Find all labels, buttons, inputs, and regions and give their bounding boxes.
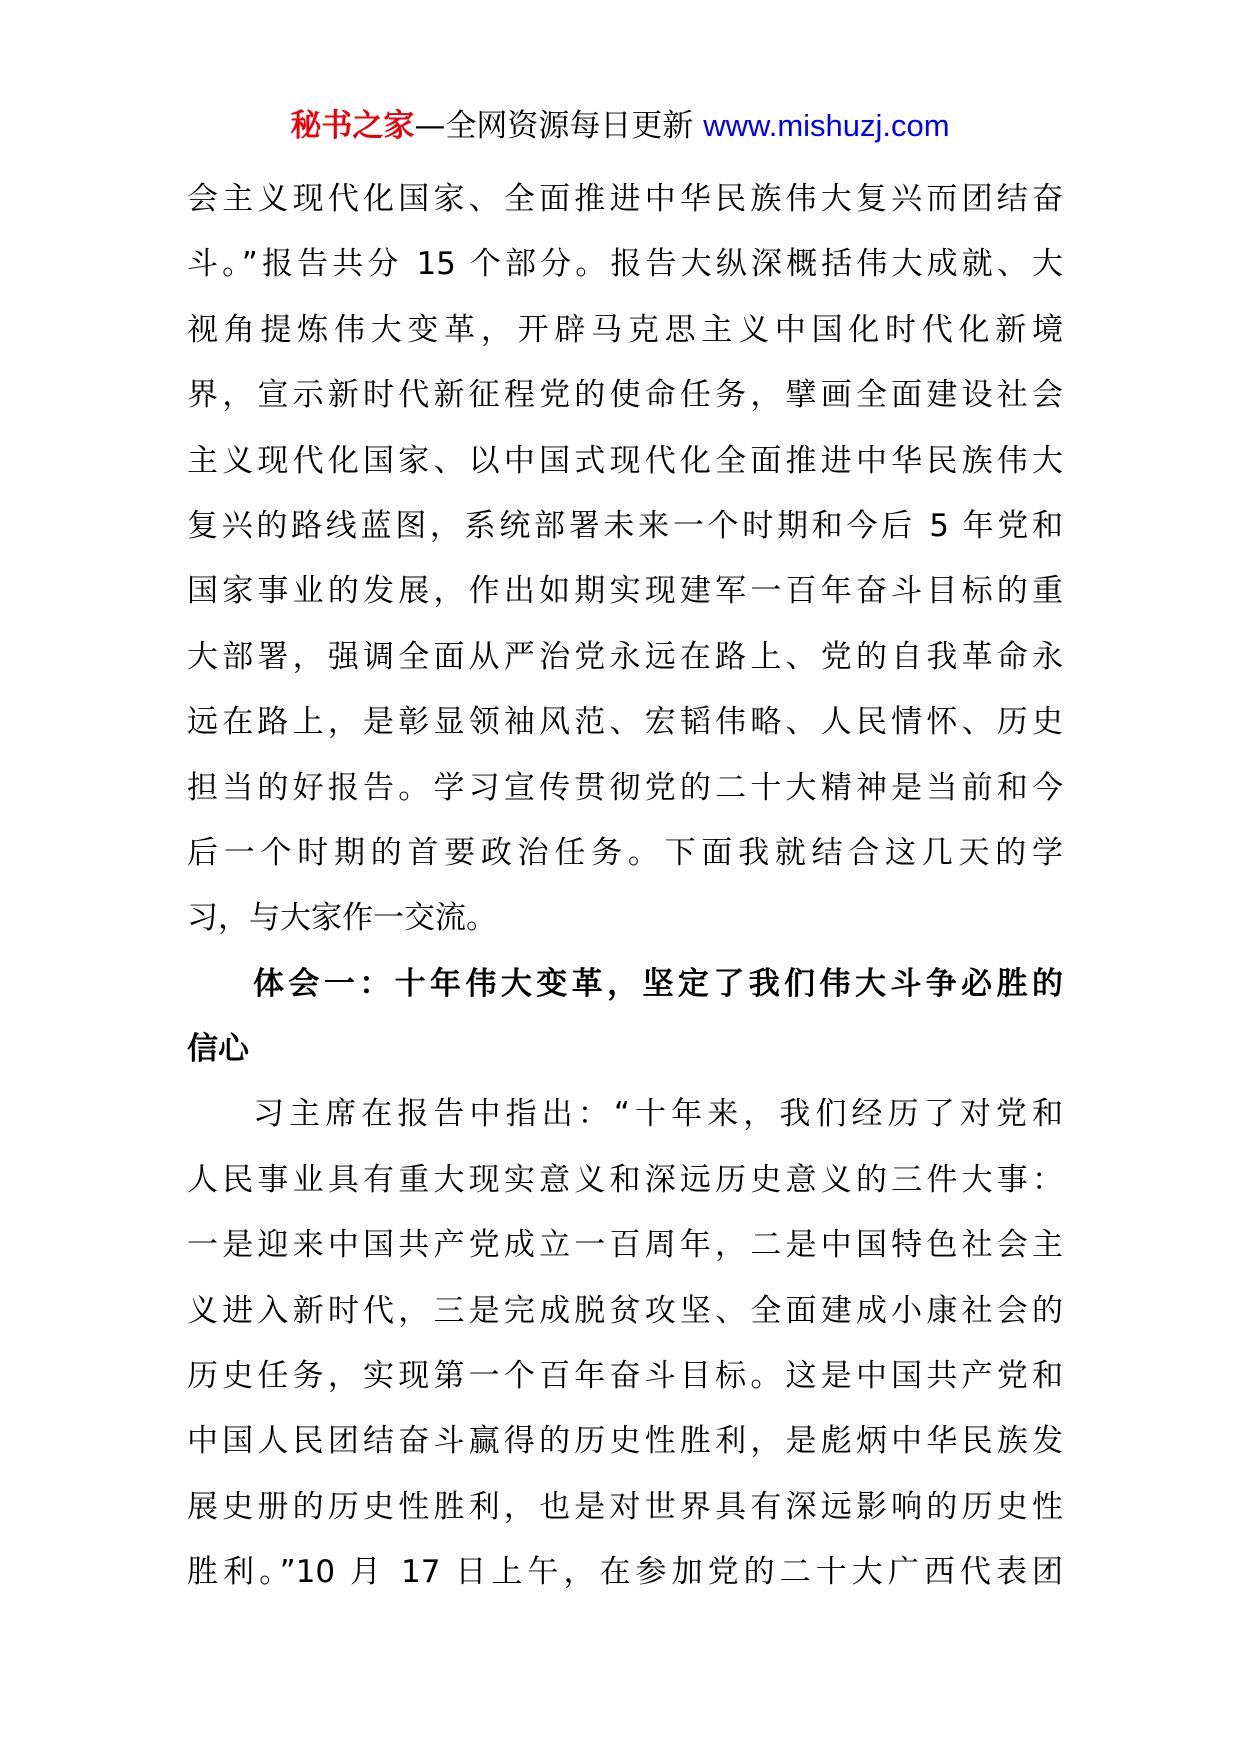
text-line: 大部署，强调全面从严治党永远在路上、党的自我革命永 [187,638,1063,675]
text-line: 界，宣示新时代新征程党的使命任务，擘画全面建设社会 [187,377,1063,414]
text-line: 义进入新时代，三是完成脱贫攻坚、全面建成小康社会的 [187,1292,1063,1329]
document-body [187,167,1063,1606]
text-line: 复兴的路线蓝图，系统部署未来一个时期和今后 5 年党和 [187,507,1063,544]
section-heading: 体会一：十年伟大变革，坚定了我们伟大斗争必胜的 [253,965,1063,1002]
text-line: 后一个时期的首要政治任务。下面我就结合这几天的学 [187,834,1063,871]
text-line: 远在路上，是彰显领袖风范、宏韬伟略、人民情怀、历史 [187,704,1063,741]
text-line: 历史任务，实现第一个百年奋斗目标。这是中国共产党和 [187,1358,1063,1395]
text-line: 主义现代化国家、以中国式现代化全面推进中华民族伟大 [187,442,1063,479]
text-line: 习，与大家作一交流。 [187,900,497,937]
section-heading-continued: 信心 [187,1031,249,1068]
text-line: 斗。”报告共分 15 个部分。报告大纵深概括伟大成就、大 [187,246,1063,283]
text-line: 国家事业的发展，作出如期实现建军一百年奋斗目标的重 [187,573,1063,610]
text-line: 习主席在报告中指出：“十年来，我们经历了对党和 [253,1096,1063,1133]
text-line: 胜利。”10 月 17 日上午，在参加党的二十大广西代表团 [187,1554,1063,1591]
site-url-link[interactable]: www.mishuzj.com [703,108,950,143]
page-header [0,104,1240,148]
text-line: 视角提炼伟大变革，开辟马克思主义中国化时代化新境 [187,311,1063,348]
header-tagline: —全网资源每日更新 [414,108,704,144]
text-line: 会主义现代化国家、全面推进中华民族伟大复兴而团结奋 [187,181,1063,217]
brand-name: 秘书之家 [290,108,415,144]
text-line: 中国人民团结奋斗赢得的历史性胜利，是彪炳中华民族发 [187,1423,1063,1460]
text-line: 一是迎来中国共产党成立一百周年，二是中国特色社会主 [187,1227,1063,1264]
text-line: 人民事业具有重大现实意义和深远历史意义的三件大事： [187,1161,1063,1198]
text-line: 担当的好报告。学习宣传贯彻党的二十大精神是当前和今 [187,769,1063,806]
text-line: 展史册的历史性胜利，也是对世界具有深远影响的历史性 [187,1488,1063,1525]
